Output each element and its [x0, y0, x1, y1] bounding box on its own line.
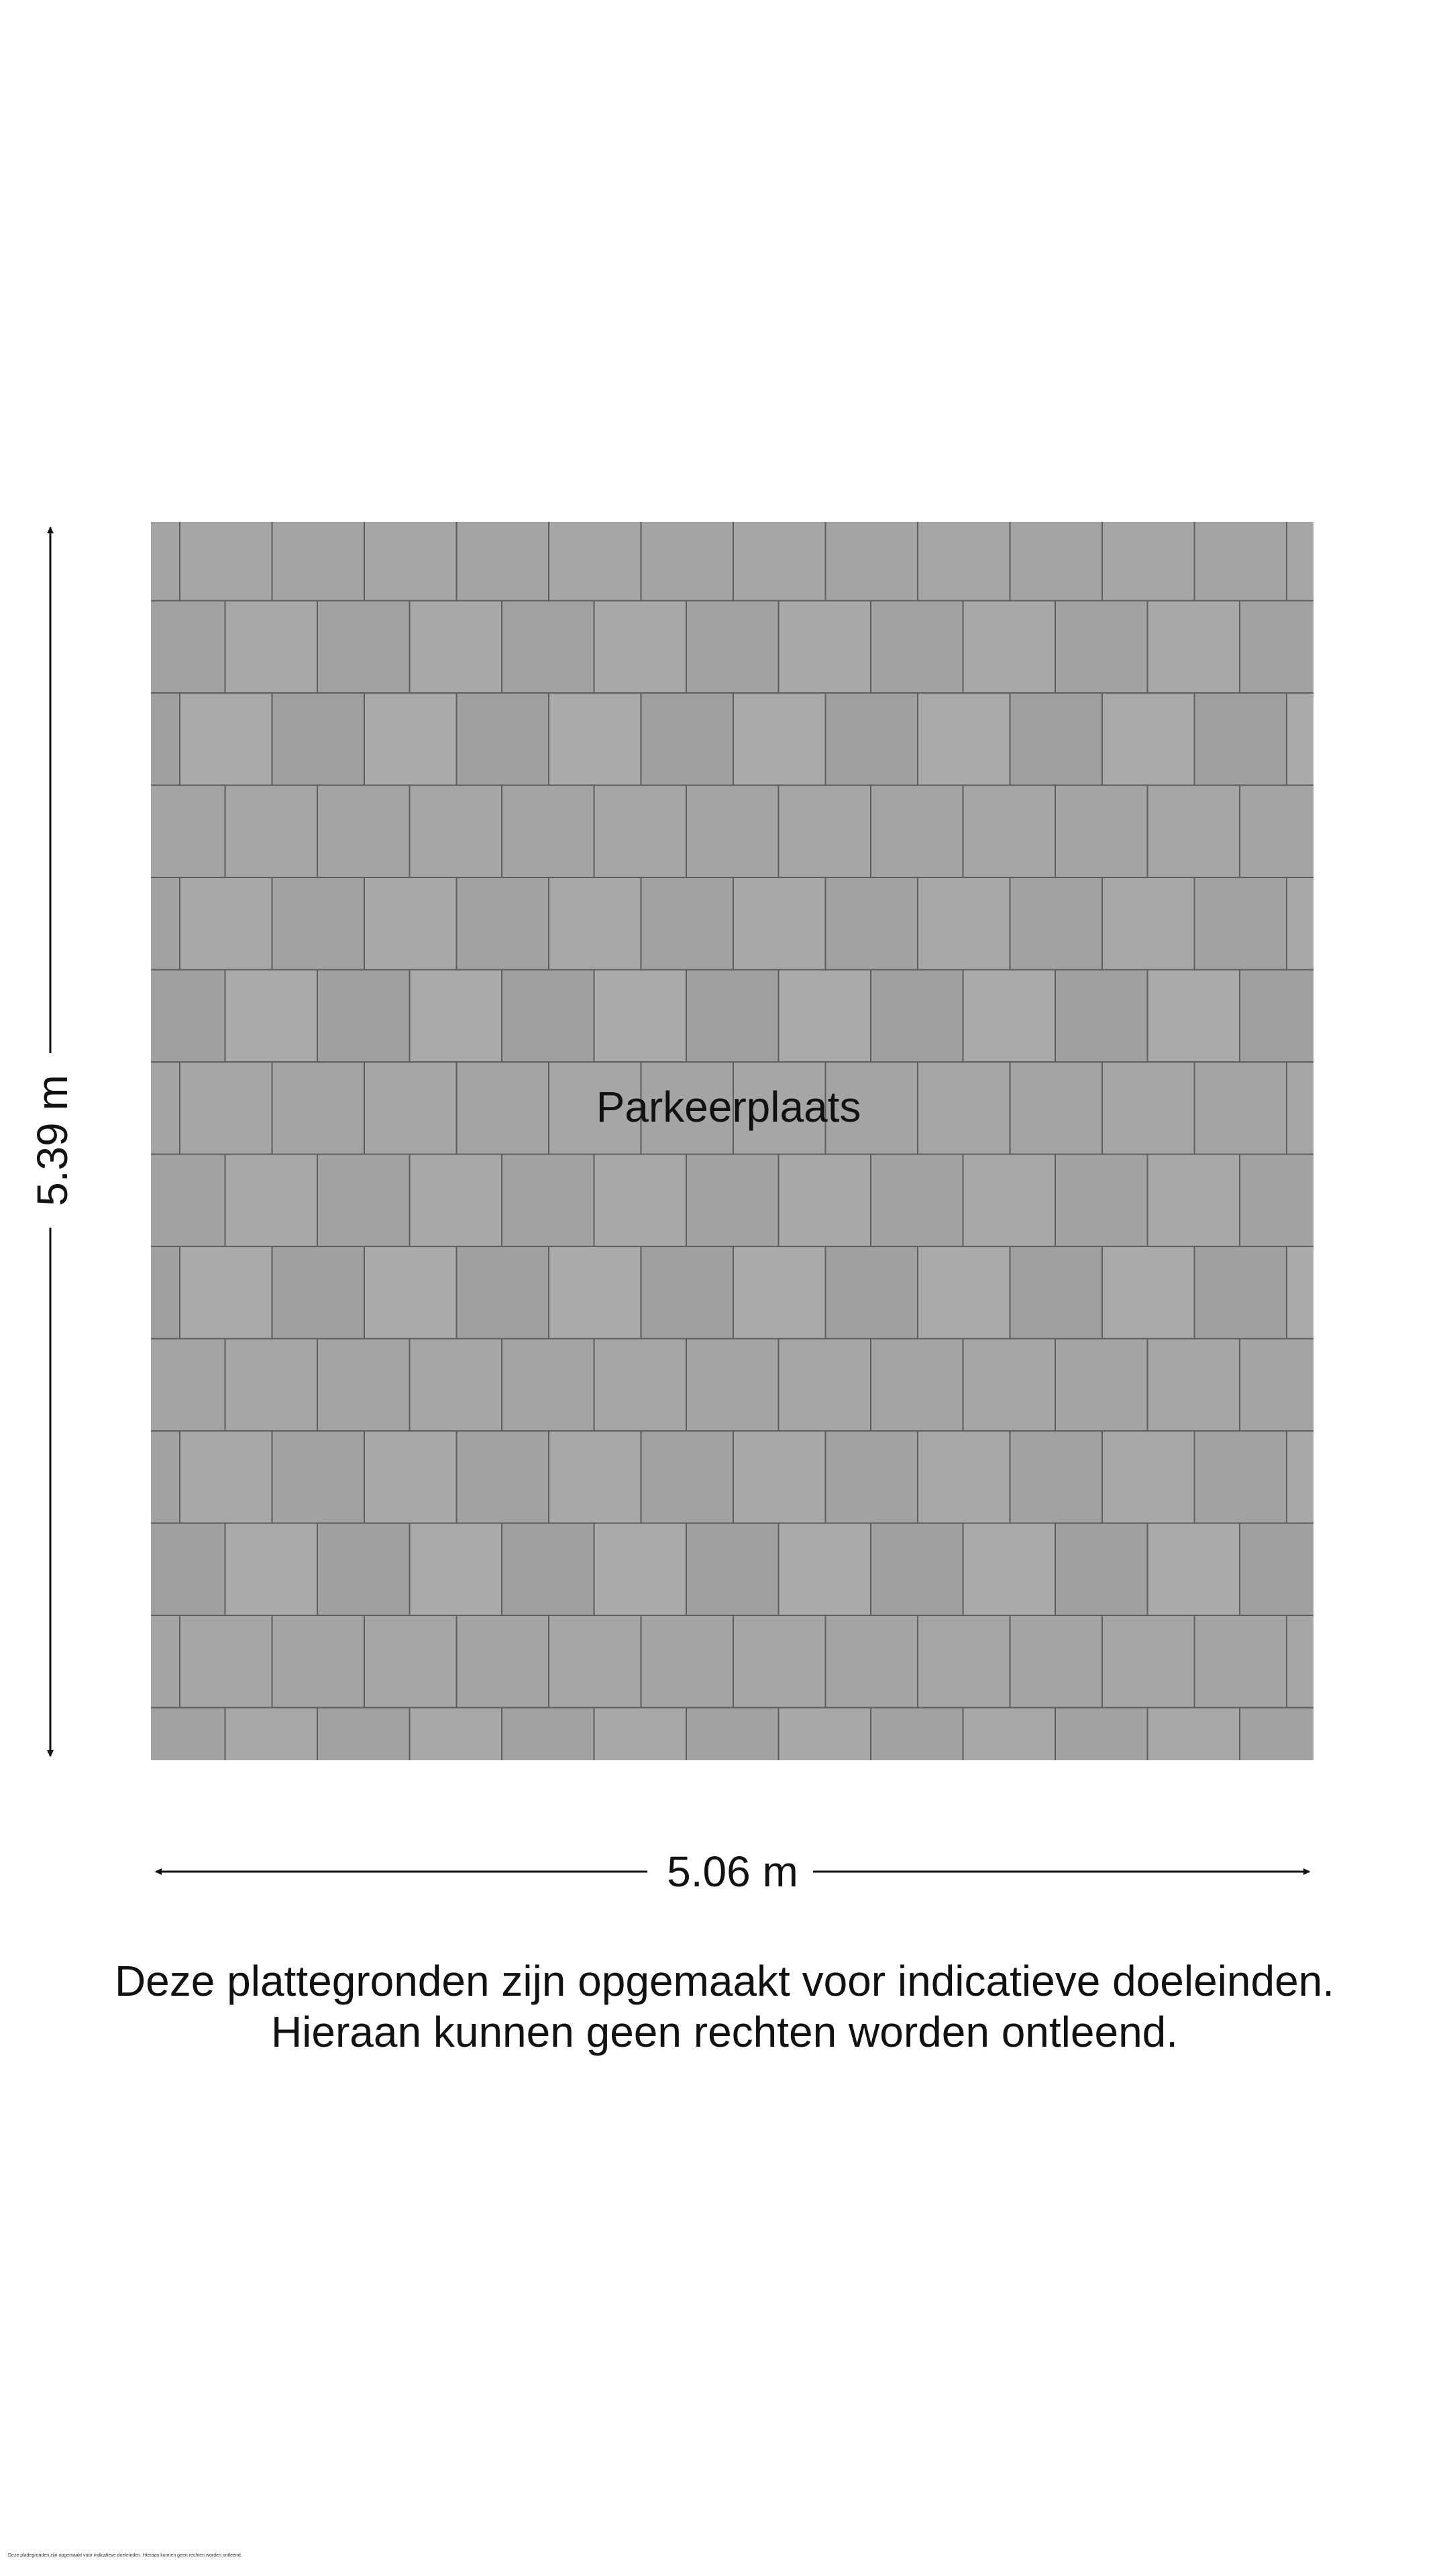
- paving-tile: [410, 1523, 502, 1616]
- paving-tile: [826, 693, 918, 786]
- paving-tile: [594, 1523, 687, 1616]
- paving-tile: [180, 1431, 272, 1523]
- paving-tile: [1195, 1062, 1287, 1155]
- paving-tile: [549, 877, 641, 970]
- paving-tile: [317, 786, 410, 878]
- paving-tile: [871, 786, 963, 878]
- paving-tile: [317, 1155, 410, 1247]
- paving-tile: [457, 877, 549, 970]
- paving-tile: [641, 877, 734, 970]
- paving-tile: [549, 1431, 641, 1523]
- paving-tile: [918, 877, 1010, 970]
- paving-tile: [133, 786, 225, 878]
- paving-tile: [1240, 601, 1332, 694]
- paving-tile: [686, 601, 779, 694]
- paving-tile: [225, 1155, 318, 1247]
- paving-tile: [88, 508, 180, 601]
- paving-tile: [549, 693, 641, 786]
- width-dimension: [156, 1847, 1309, 1896]
- paving-tile: [779, 786, 871, 878]
- paving-tile: [733, 1431, 826, 1523]
- paving-tile: [641, 508, 734, 601]
- paving-tile: [364, 1062, 457, 1155]
- paving-tile: [272, 693, 365, 786]
- height-dimension-label: 5.39 m: [28, 1075, 76, 1206]
- paving-tile: [272, 1062, 365, 1155]
- paving-tile: [133, 1523, 225, 1616]
- paving-tile: [686, 1523, 779, 1616]
- paving-tile: [871, 1155, 963, 1247]
- paving-tile: [272, 1246, 365, 1339]
- paving-tile: [317, 1708, 410, 1801]
- paving-tile: [594, 970, 687, 1063]
- paving-tile: [272, 508, 365, 601]
- paving-tile: [88, 877, 180, 970]
- paving-tile: [1287, 508, 1379, 601]
- paving-tile: [1102, 1062, 1195, 1155]
- paving-tile: [1010, 1431, 1103, 1523]
- paving-tile: [686, 970, 779, 1063]
- paving-tile: [1287, 1431, 1379, 1523]
- paving-tile: [641, 693, 734, 786]
- paving-tile: [779, 1155, 871, 1247]
- paving-tile: [1287, 877, 1379, 970]
- width-dimension-label: 5.06 m: [667, 1847, 798, 1896]
- disclaimer-line-2: Hieraan kunnen geen rechten worden ontleend.: [270, 2008, 1179, 2056]
- paving-tile: [180, 508, 272, 601]
- paving-tile: [457, 693, 549, 786]
- paving-tile: [918, 1246, 1010, 1339]
- footer-note: Deze plattegronden zijn opgemaakt voor indicatieve doeleinden. Hieraan kunnen geen rechten worden ontleend.: [8, 2553, 242, 2558]
- paving-tile: [1240, 1523, 1332, 1616]
- paving-tile: [733, 1615, 826, 1708]
- paving-tile: [1102, 1246, 1195, 1339]
- paving-tile: [1195, 1615, 1287, 1708]
- paving-tile: [1240, 1708, 1332, 1801]
- paving-tile: [594, 601, 687, 694]
- paving-tile: [1287, 1062, 1379, 1155]
- paving-tile: [963, 1708, 1056, 1801]
- paving-tile: [502, 1708, 594, 1801]
- paving-tile: [733, 877, 826, 970]
- paving-tile: [180, 1246, 272, 1339]
- paving-tile: [686, 786, 779, 878]
- paving-tile: [133, 601, 225, 694]
- paving-tile: [272, 877, 365, 970]
- paving-tile: [1055, 786, 1148, 878]
- paving-tile: [549, 1615, 641, 1708]
- paving-tile: [1055, 1523, 1148, 1616]
- paving-tile: [225, 786, 318, 878]
- paving-tile: [502, 786, 594, 878]
- paving-tile: [410, 601, 502, 694]
- paving-tile: [41, 1339, 133, 1432]
- paving-tile: [457, 508, 549, 601]
- paving-tile: [364, 877, 457, 970]
- paving-tile: [826, 1431, 918, 1523]
- disclaimer-line-1: Deze plattegronden zijn opgemaakt voor indicatieve doeleinden.: [114, 1957, 1335, 2005]
- paving-tile: [502, 1339, 594, 1432]
- paving-tile: [963, 1523, 1056, 1616]
- paving-tile: [594, 1339, 687, 1432]
- room-label: Parkeerplaats: [596, 1083, 861, 1131]
- paving-tile: [1102, 1431, 1195, 1523]
- paving-tile: [1287, 1615, 1379, 1708]
- paving-tile: [41, 1523, 133, 1616]
- paving-tile: [641, 1431, 734, 1523]
- paving-tile: [1195, 877, 1287, 970]
- paving-tile: [826, 508, 918, 601]
- paving-tile: [225, 1708, 318, 1801]
- paving-tile: [1148, 1523, 1240, 1616]
- paving-tile: [502, 601, 594, 694]
- paving-tile: [1102, 1615, 1195, 1708]
- paving-tile: [502, 970, 594, 1063]
- paving-tile: [88, 693, 180, 786]
- paving-tile: [41, 601, 133, 694]
- paving-tile: [272, 1615, 365, 1708]
- paving-tile: [410, 970, 502, 1063]
- paving-tile: [502, 1155, 594, 1247]
- paving-tile: [686, 1708, 779, 1801]
- paving-tile: [1102, 693, 1195, 786]
- paving-tile: [1102, 877, 1195, 970]
- paving-tile: [1195, 1431, 1287, 1523]
- paving-tile: [457, 1062, 549, 1155]
- paving-tile: [686, 1155, 779, 1247]
- paving-tile: [779, 601, 871, 694]
- paving-tile: [779, 1339, 871, 1432]
- paving-tile: [641, 1615, 734, 1708]
- paving-tile: [1010, 877, 1103, 970]
- paving-tile: [918, 508, 1010, 601]
- paving-tile: [871, 1708, 963, 1801]
- height-dimension: [28, 527, 76, 1756]
- paving-tile: [1240, 1339, 1332, 1432]
- paving-tile: [1010, 1615, 1103, 1708]
- paving-tile: [733, 693, 826, 786]
- paving-tile: [410, 1708, 502, 1801]
- paving-tile: [410, 1155, 502, 1247]
- paving-tile: [594, 1708, 687, 1801]
- paving-tile: [733, 1246, 826, 1339]
- paving-tile: [88, 1431, 180, 1523]
- paving-tile: [180, 1615, 272, 1708]
- paving-tile: [1195, 693, 1287, 786]
- paving-tile: [180, 1062, 272, 1155]
- paving-tile: [826, 1246, 918, 1339]
- paving-tile: [1010, 1062, 1103, 1155]
- paving-tile: [1010, 693, 1103, 786]
- paving-tile: [410, 786, 502, 878]
- paving-tile: [1240, 970, 1332, 1063]
- paving-tile: [364, 693, 457, 786]
- paving-tile: [88, 1615, 180, 1708]
- paving-tile: [918, 1431, 1010, 1523]
- paving-tile: [133, 1339, 225, 1432]
- paving-tile: [1055, 1339, 1148, 1432]
- parking-area: [41, 508, 1379, 1800]
- paving-tile: [457, 1615, 549, 1708]
- paving-tile: [1148, 1339, 1240, 1432]
- paving-tile: [133, 1155, 225, 1247]
- paving-tile: [779, 1523, 871, 1616]
- paving-tile: [225, 1523, 318, 1616]
- paving-tile: [457, 1246, 549, 1339]
- paving-tile: [1055, 1155, 1148, 1247]
- paving-tile: [1240, 786, 1332, 878]
- paving-tile: [317, 1339, 410, 1432]
- paving-tile: [41, 970, 133, 1063]
- paving-tile: [88, 1246, 180, 1339]
- paving-tile: [364, 1431, 457, 1523]
- paving-tile: [871, 1523, 963, 1616]
- paving-tile: [225, 970, 318, 1063]
- paving-tiles: [41, 508, 1379, 1800]
- paving-tile: [871, 1339, 963, 1432]
- paving-tile: [1055, 1708, 1148, 1801]
- paving-tile: [549, 1246, 641, 1339]
- paving-tile: [502, 1523, 594, 1616]
- paving-tile: [963, 1339, 1056, 1432]
- paving-tile: [410, 1339, 502, 1432]
- paving-tile: [594, 786, 687, 878]
- paving-tile: [1055, 601, 1148, 694]
- paving-tile: [826, 1615, 918, 1708]
- paving-tile: [1102, 508, 1195, 601]
- paving-tile: [963, 786, 1056, 878]
- paving-tile: [317, 601, 410, 694]
- paving-tile: [1148, 1708, 1240, 1801]
- paving-tile: [133, 1708, 225, 1801]
- paving-tile: [1148, 601, 1240, 694]
- paving-tile: [180, 693, 272, 786]
- paving-tile: [41, 1708, 133, 1801]
- paving-tile: [457, 1431, 549, 1523]
- paving-tile: [1010, 508, 1103, 601]
- paving-tile: [364, 508, 457, 601]
- paving-tile: [733, 508, 826, 601]
- paving-tile: [918, 1062, 1010, 1155]
- paving-tile: [963, 1155, 1056, 1247]
- paving-tile: [1148, 970, 1240, 1063]
- paving-tile: [364, 1615, 457, 1708]
- paving-tile: [871, 970, 963, 1063]
- paving-tile: [1195, 508, 1287, 601]
- paving-tile: [133, 970, 225, 1063]
- paving-tile: [1240, 1155, 1332, 1247]
- paving-tile: [180, 877, 272, 970]
- paving-tile: [779, 970, 871, 1063]
- paving-tile: [963, 601, 1056, 694]
- paving-tile: [272, 1431, 365, 1523]
- paving-tile: [549, 508, 641, 601]
- paving-tile: [826, 877, 918, 970]
- paving-tile: [364, 1246, 457, 1339]
- paving-tile: [918, 1615, 1010, 1708]
- paving-tile: [225, 1339, 318, 1432]
- paving-tile: [225, 601, 318, 694]
- paving-tile: [641, 1246, 734, 1339]
- paving-tile: [1055, 970, 1148, 1063]
- paving-tile: [1195, 1246, 1287, 1339]
- paving-tile: [1010, 1246, 1103, 1339]
- paving-tile: [1287, 1246, 1379, 1339]
- paving-tile: [88, 1062, 180, 1155]
- paving-tile: [779, 1708, 871, 1801]
- paving-tile: [317, 970, 410, 1063]
- paving-tile: [871, 601, 963, 694]
- paving-tile: [41, 786, 133, 878]
- paving-tile: [1287, 693, 1379, 786]
- paving-tile: [1148, 1155, 1240, 1247]
- paving-tile: [594, 1155, 687, 1247]
- paving-tile: [686, 1339, 779, 1432]
- paving-tile: [317, 1523, 410, 1616]
- paving-tile: [963, 970, 1056, 1063]
- paving-tile: [918, 693, 1010, 786]
- paving-tile: [1148, 786, 1240, 878]
